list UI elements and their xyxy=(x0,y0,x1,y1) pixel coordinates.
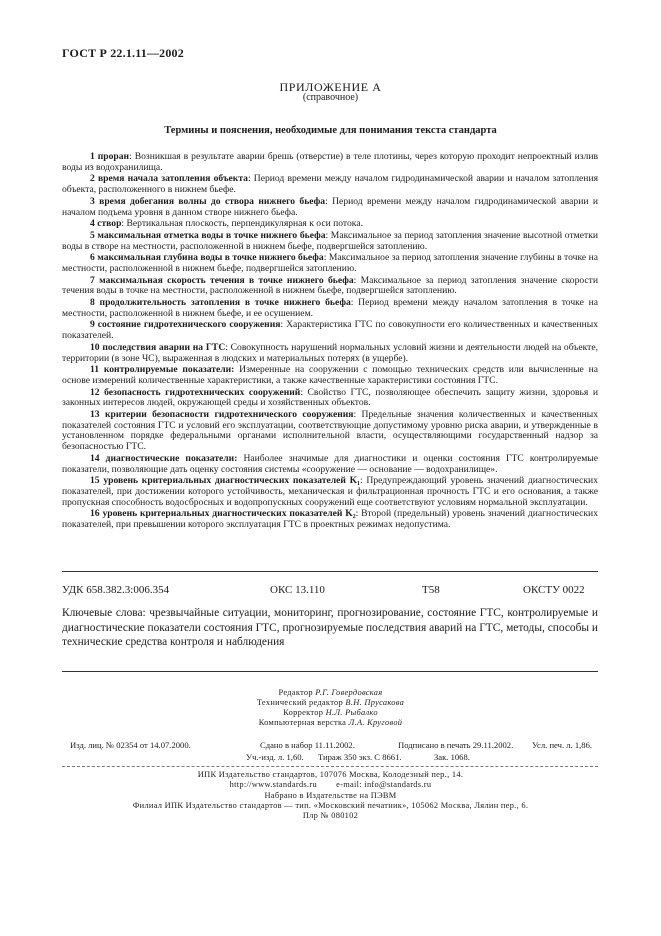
keywords xyxy=(62,606,598,650)
term-name: 4 створ xyxy=(90,218,122,230)
term-name: 5 максимальная отметка воды в точке нижнего бьефа xyxy=(90,229,326,241)
term-definition: : Второй (предельный) уровень значений диагностических показателей, при превышении которого эксплуатация ГТС в проектных режимах недопустима. xyxy=(62,508,598,531)
term-entry xyxy=(62,152,598,174)
term-name: 16 уровень критериальных диагностических показателей K₂ xyxy=(90,508,356,520)
term-definition: : Период времени между началом гидродинамической аварии и началом затопления объекта, расположенного в нижнем бьефе. xyxy=(62,173,598,196)
print-sheets: Усл. печ. л. 1,86. xyxy=(532,740,593,750)
imprint-line: Филиал ИПК Издательство стандартов — тип. «Московский печатник», 105062 Москва, Лялин пер., 6. xyxy=(132,800,529,810)
term-definition: : Максимальное за период затопления значение скорости течения воды в точке на местности, расположенной в нижнем бьефе, подвергшейся затоплению. xyxy=(62,274,598,297)
term-name: 6 максимальная глубина воды в точке нижнего бьефа xyxy=(90,252,324,264)
udk-code: УДК 658.382.3:006.354 xyxy=(62,584,170,596)
term-entry xyxy=(62,174,598,196)
term-entry xyxy=(62,253,598,275)
term-entry xyxy=(62,219,598,230)
credit-line xyxy=(0,698,661,708)
dashed-separator xyxy=(62,766,598,767)
print-run: Тираж 350 экз. С 8661. xyxy=(318,752,402,762)
term-name: 2 время начала затопления объекта xyxy=(90,173,248,185)
term-entry xyxy=(62,509,598,531)
term-entry xyxy=(62,320,598,342)
term-entry xyxy=(62,476,598,508)
appendix-subtitle: (справочное) xyxy=(302,92,359,103)
keywords-text: Ключевые слова: чрезвычайные ситуации, мониторинг, прогнозирование, состояние ГТС, контролируемые и диагностические показатели состояния ГТС, прогнозируемые последствия аварий на ГТС, методы, способы и технические средства контроля и наблюдения xyxy=(62,607,598,648)
term-name: 8 продолжительность затопления в точке нижнего бьефа xyxy=(90,296,351,308)
term-name: 9 состояние гидротехнического сооружения xyxy=(90,319,281,331)
term-definition: : Период времени между началом затопления в точке на местности, расположенной в нижнем бьефе, и ее осушением. xyxy=(62,296,599,319)
term-name: 14 диагностические показатели: xyxy=(90,452,238,464)
oks-code: ОКС 13.110 xyxy=(270,584,325,596)
imprint xyxy=(0,770,661,821)
credit-line xyxy=(0,718,661,728)
credit-role: Компьютерная верстка xyxy=(258,718,349,727)
credit-role: Корректор xyxy=(283,708,326,717)
standard-number: ГОСТ Р 22.1.11—2002 xyxy=(62,46,184,60)
term-definition: : Характеристика ГТС по совокупности его количественных и качественных показателей. xyxy=(62,319,598,342)
term-name: 7 максимальная скорость течения в точке нижнего бьефа xyxy=(90,274,354,286)
term-name: 13 критерии безопасности гидротехнического сооружения xyxy=(90,408,354,420)
term-definition: Измеренные на сооружении с помощью технических средств или вычисленные на основе измерений количественные характеристики, а также качественные характеристики состояния ГТС. xyxy=(62,364,598,386)
imprint-line: ИПК Издательство стандартов, 107076 Москва, Колодезный пер., 14. xyxy=(197,770,464,779)
credit-line xyxy=(0,688,661,698)
credit-name: Р.Г. Говердовская xyxy=(315,688,383,697)
term-definition: : Максимальное за период затопления значение глубины в точке на местности, расположенной в нижнем бьефе, подвергшейся затоплению. xyxy=(62,252,598,274)
divider-bottom xyxy=(62,671,598,672)
term-entry xyxy=(62,388,598,410)
term-name: 12 безопасность гидротехнических сооружений xyxy=(90,386,301,398)
typeset-date: Сдано в набор 11.11.2002. xyxy=(260,740,355,750)
order-number: Зак. 1068. xyxy=(434,752,470,762)
term-name: 1 проран xyxy=(90,151,130,162)
term-name: 3 время добегания волны до створа нижнего бьефа xyxy=(90,195,326,207)
term-definition: : Период времени между началом гидродинамической аварии и началом подъема уровня в данном створе нижнего бьефа. xyxy=(62,195,598,218)
signed-date: Подписано в печать 29.11.2002. xyxy=(398,740,514,750)
imprint-line: Набрано в Издательстве на ПЭВМ xyxy=(264,790,397,800)
term-entry xyxy=(62,197,598,219)
term-name: 10 последствия аварии на ГТС xyxy=(90,341,226,353)
credit-name: Л.А. Круговой xyxy=(348,718,403,727)
imprint-line: http://www.standards.ru e-mail: info@standards.ru xyxy=(229,780,432,790)
group-code: Т58 xyxy=(422,584,440,596)
credit-role: Технический редактор xyxy=(256,698,346,707)
term-definition: : Предельные значения количественных и качественных показателей состояния ГТС и условий его эксплуатации, соответствующие допустимому уровню риска аварии, и утвержденные в установленном порядке федеральными органами исполнительной власти, осуществляющими государственный надзор за безопасностью ГТС. xyxy=(62,408,598,453)
credit-name: В.Н. Прусакова xyxy=(345,698,405,707)
term-name: 11 контролируемые показатели: xyxy=(90,364,235,376)
divider-top xyxy=(62,571,598,572)
term-definition: : Совокупность нарушений нормальных условий жизни и деятельности людей на объекте, территории (в зоне ЧС), выраженная в людских и материальных потерях (в ущербе). xyxy=(62,341,598,364)
terms-list xyxy=(62,152,598,532)
credits xyxy=(0,688,661,728)
credit-line xyxy=(0,708,661,718)
publisher-license: Изд. лиц. № 02354 от 14.07.2000. xyxy=(70,740,191,750)
section-title: Термины и пояснения, необходимые для понимания текста стандарта xyxy=(164,125,497,136)
term-definition: : Возникшая в результате аварии брешь (отверстие) в теле плотины, через которую проходит непроектный излив воды из водохранилища. xyxy=(62,151,599,173)
term-definition: Наиболее значимые для диагностики и оценки состояния ГТС контролируемые показатели, позволяющие дать оценку состояния системы «сооружение — основание — водохранилище». xyxy=(62,452,598,475)
term-entry xyxy=(62,276,598,298)
term-definition: : Максимальное за период затопления значение высотной отметки воды в створе на местности, расположенной в нижнем бьефе, подвергшейся затоплению. xyxy=(62,229,598,252)
term-name: 15 уровень критериальных диагностических показателей K₁ xyxy=(90,475,361,487)
term-definition: : Предупреждающий уровень значений диагностических показателей, при достижении которого устойчивость, механическая и фильтрационная прочность ГТС и его основания, а также пропускная способность водосбросных и водопропускных сооружений еще соответствуют условиям нормальной эксплуатации. xyxy=(62,475,598,508)
term-entry xyxy=(62,298,598,320)
term-entry xyxy=(62,454,598,476)
okstu-code: ОКСТУ 0022 xyxy=(523,584,585,596)
term-definition: : Свойство ГТС, позволяющее обеспечить защиту жизни, здоровья и законных интересов людей, окружающей среды и хозяйственных объектов. xyxy=(62,386,599,409)
publication-sheets: Уч.-изд. л. 1,60. xyxy=(246,752,304,762)
term-entry xyxy=(62,365,598,387)
credit-name: Н.Л. Рыбалко xyxy=(325,708,378,717)
term-entry xyxy=(62,343,598,365)
term-entry xyxy=(62,231,598,253)
appendix-title: ПРИЛОЖЕНИЕ А xyxy=(279,80,382,94)
credit-role: Редактор xyxy=(278,688,316,697)
imprint-line: Плр № 080102 xyxy=(302,811,359,821)
term-definition: : Вертикальная плоскость, перпендикулярная к оси потока. xyxy=(121,218,363,230)
term-entry xyxy=(62,410,598,453)
